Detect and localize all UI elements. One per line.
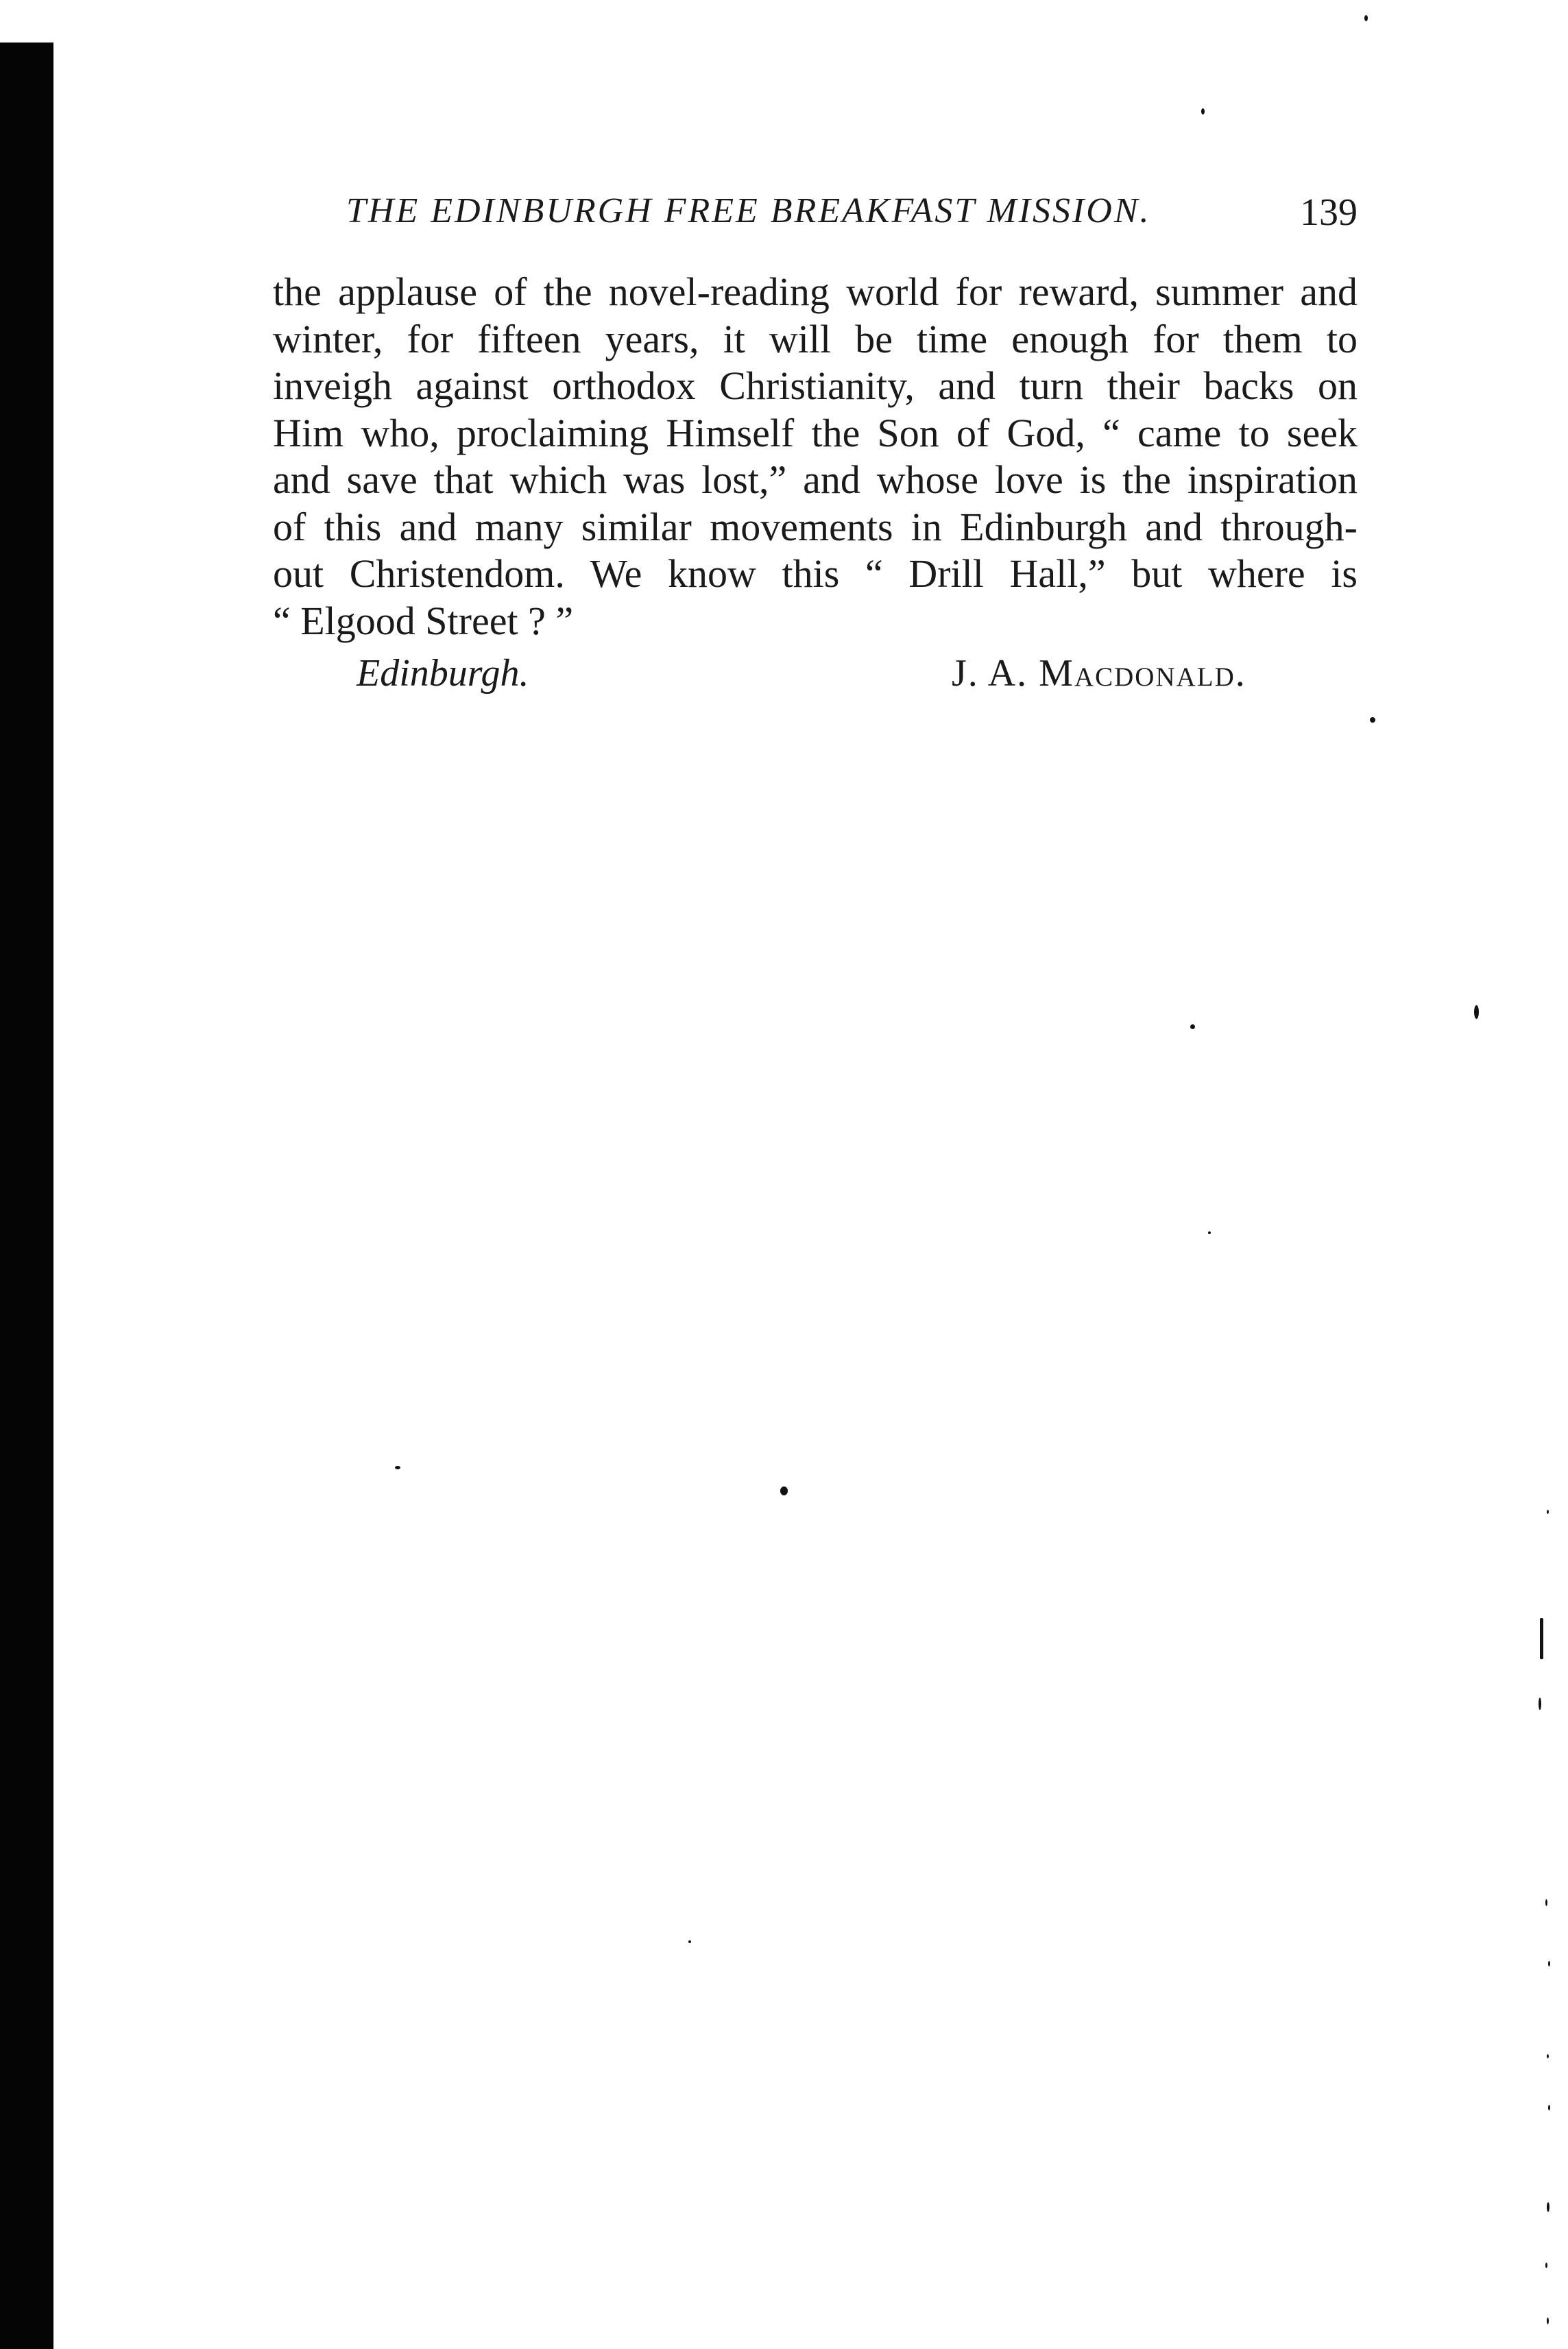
scan-speck xyxy=(688,1940,691,1943)
binding-edge xyxy=(0,43,53,2349)
text-line: out Christendom. We know this “ Drill Hall,” but where is xyxy=(273,551,1358,596)
scan-speck xyxy=(780,1486,788,1495)
text-line: and save that which was lost,” and whose love is the inspiration xyxy=(273,457,1358,502)
text-line: “ Elgood Street ? ” xyxy=(273,598,574,643)
scan-speck xyxy=(1545,1899,1547,1906)
scan-speck xyxy=(1370,717,1375,723)
running-head-title: THE EDINBURGH FREE BREAKFAST MISSION. xyxy=(346,191,1151,230)
scan-speck xyxy=(1364,15,1368,21)
scan-speck xyxy=(1540,1618,1543,1659)
text-line: winter, for fifteen years, it will be time enough for them to xyxy=(273,316,1358,361)
scan-speck xyxy=(1547,2054,1549,2058)
body-paragraph xyxy=(273,269,1358,645)
scan-speck xyxy=(1208,1231,1211,1234)
scan-speck xyxy=(1547,1510,1549,1514)
scan-speck xyxy=(1545,2263,1547,2268)
scan-speck xyxy=(1474,1005,1479,1019)
scan-speck xyxy=(1548,1961,1550,1966)
text-line: Him who, proclaiming Himself the Son of God, “ came to seek xyxy=(273,410,1358,455)
signoff-author: J. A. Macdonald. xyxy=(952,652,1246,695)
signoff-place: Edinburgh. xyxy=(357,652,529,695)
signoff xyxy=(273,651,1358,706)
scan-speck xyxy=(395,1466,400,1469)
scan-speck xyxy=(1190,1024,1195,1029)
page-number: 139 xyxy=(1300,191,1358,234)
scan-speck xyxy=(1547,2317,1549,2324)
text-line: of this and many similar movements in Edinburgh and through- xyxy=(273,504,1358,549)
running-head xyxy=(346,191,1358,245)
scan-speck xyxy=(1201,108,1205,115)
text-line: inveigh against orthodox Christianity, and turn their backs on xyxy=(273,363,1358,408)
text-line: the applause of the novel-reading world for reward, summer and xyxy=(273,269,1358,314)
scan-speck xyxy=(1547,2202,1549,2212)
scan-speck xyxy=(1548,2105,1550,2110)
scan-speck xyxy=(1539,1698,1541,1710)
